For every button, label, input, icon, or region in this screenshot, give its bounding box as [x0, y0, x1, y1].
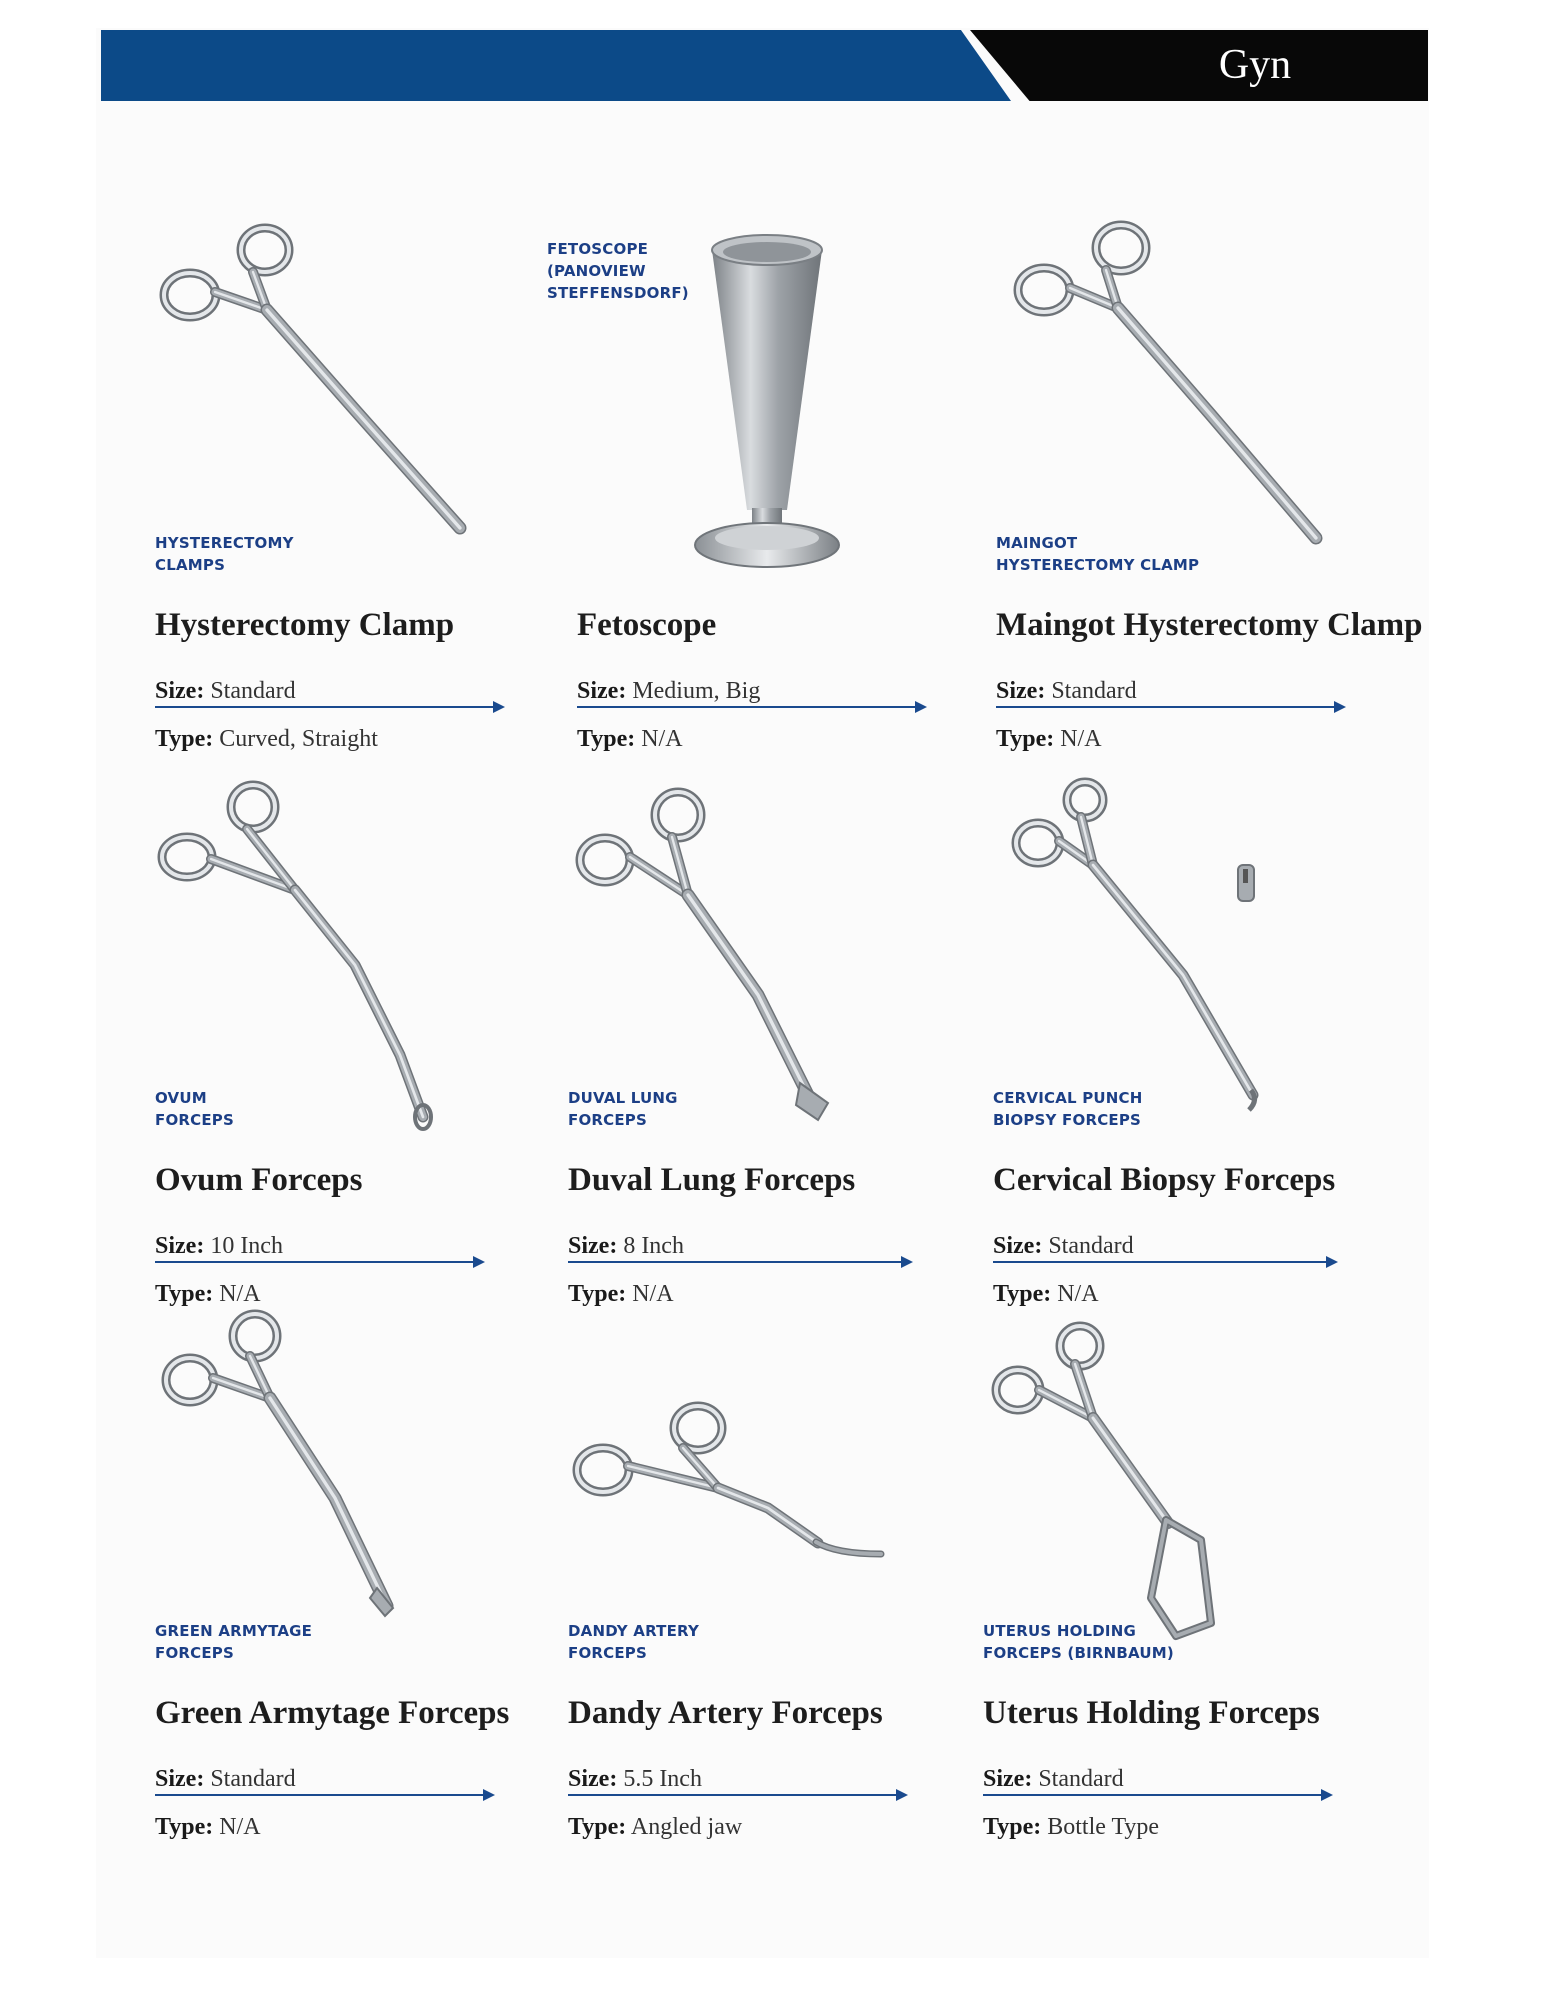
product-caption-line: FORCEPS	[568, 1111, 648, 1129]
product-caption-line: DANDY ARTERY	[568, 1622, 700, 1640]
category-title: Gyn	[1218, 42, 1292, 88]
divider-arrow	[568, 1255, 913, 1269]
size-value: Medium, Big	[632, 678, 761, 704]
product-caption-line: FETOSCOPE	[547, 240, 649, 258]
product-caption	[568, 1620, 699, 1664]
type-label: Type:	[568, 1814, 627, 1840]
product-card	[993, 765, 1413, 1325]
size-value: Standard	[210, 678, 296, 704]
size-value: Standard	[1038, 1766, 1124, 1792]
product-caption-line: MAINGOT	[996, 534, 1078, 552]
size-label: Size:	[568, 1766, 618, 1792]
product-card	[568, 1298, 988, 1858]
product-card	[983, 1298, 1403, 1858]
product-name: Uterus Holding Forceps	[983, 1695, 1320, 1731]
size-value: 5.5 Inch	[623, 1766, 702, 1792]
product-name: Ovum Forceps	[155, 1162, 363, 1198]
type-label: Type:	[568, 1281, 627, 1307]
divider-arrow	[983, 1788, 1333, 1802]
size-value: 10 Inch	[210, 1233, 283, 1259]
product-name: Cervical Biopsy Forceps	[993, 1162, 1336, 1198]
product-caption	[983, 1620, 1174, 1664]
product-caption-line: DUVAL LUNG	[568, 1089, 678, 1107]
product-caption-line: UTERUS HOLDING	[983, 1622, 1136, 1640]
product-caption-line: (PANOVIEW	[547, 262, 646, 280]
type-value: Curved, Straight	[219, 726, 378, 752]
header-banner-blue	[101, 30, 1011, 101]
type-value: Bottle Type	[1047, 1814, 1160, 1840]
product-caption	[996, 532, 1199, 576]
divider-arrow	[568, 1788, 908, 1802]
size-label: Size:	[993, 1233, 1043, 1259]
product-caption	[568, 1087, 678, 1131]
product-caption-line: CERVICAL PUNCH	[993, 1089, 1143, 1107]
size-label: Size:	[577, 678, 627, 704]
product-card	[155, 765, 575, 1325]
type-label: Type:	[996, 726, 1055, 752]
divider-arrow	[996, 700, 1346, 714]
product-type	[577, 726, 683, 753]
product-caption-line: STEFFENSDORF)	[547, 284, 689, 302]
product-caption-line: FORCEPS	[568, 1644, 648, 1662]
type-label: Type:	[983, 1814, 1042, 1840]
type-label: Type:	[155, 1281, 214, 1307]
size-label: Size:	[568, 1233, 618, 1259]
product-caption-line: GREEN ARMYTAGE	[155, 1622, 313, 1640]
type-label: Type:	[155, 1814, 214, 1840]
type-value: N/A	[1057, 1281, 1099, 1307]
product-card	[996, 210, 1423, 770]
product-type	[155, 726, 378, 753]
product-caption	[993, 1087, 1142, 1131]
product-card	[547, 210, 997, 770]
type-value: Angled jaw	[630, 1814, 743, 1840]
size-label: Size:	[155, 1766, 205, 1792]
type-value: N/A	[641, 726, 683, 752]
size-value: Standard	[1048, 1233, 1134, 1259]
product-caption-line: HYSTERECTOMY CLAMP	[996, 556, 1200, 574]
product-name: Dandy Artery Forceps	[568, 1695, 883, 1731]
product-caption-line: FORCEPS	[155, 1111, 235, 1129]
product-name: Maingot Hysterectomy Clamp	[996, 607, 1423, 643]
type-value: N/A	[219, 1281, 261, 1307]
product-card	[155, 1298, 575, 1858]
divider-arrow	[155, 1255, 485, 1269]
product-caption	[547, 238, 689, 304]
type-label: Type:	[577, 726, 636, 752]
product-caption	[155, 532, 294, 576]
size-label: Size:	[983, 1766, 1033, 1792]
product-type	[996, 726, 1102, 753]
product-caption-line: HYSTERECTOMY	[155, 534, 294, 552]
product-name: Fetoscope	[577, 607, 717, 643]
product-type	[155, 1814, 261, 1841]
product-card	[568, 765, 988, 1325]
divider-arrow	[993, 1255, 1338, 1269]
product-name: Hysterectomy Clamp	[155, 607, 455, 643]
type-label: Type:	[993, 1281, 1052, 1307]
type-value: N/A	[632, 1281, 674, 1307]
type-value: N/A	[1060, 726, 1102, 752]
divider-arrow	[155, 700, 505, 714]
product-caption-line: FORCEPS (BIRNBAUM)	[983, 1644, 1174, 1662]
size-label: Size:	[996, 678, 1046, 704]
product-caption-line: CLAMPS	[155, 556, 226, 574]
size-value: Standard	[1051, 678, 1137, 704]
divider-arrow	[155, 1788, 495, 1802]
product-type	[983, 1814, 1159, 1841]
divider-arrow	[577, 700, 927, 714]
type-label: Type:	[155, 726, 214, 752]
size-value: 8 Inch	[623, 1233, 684, 1259]
product-caption-line: OVUM	[155, 1089, 207, 1107]
size-label: Size:	[155, 1233, 205, 1259]
product-name: Green Armytage Forceps	[155, 1695, 510, 1731]
product-caption	[155, 1087, 234, 1131]
product-caption-line: BIOPSY FORCEPS	[993, 1111, 1142, 1129]
product-caption	[155, 1620, 312, 1664]
product-caption-line: FORCEPS	[155, 1644, 235, 1662]
size-label: Size:	[155, 678, 205, 704]
product-type	[568, 1814, 742, 1841]
product-name: Duval Lung Forceps	[568, 1162, 856, 1198]
product-card	[155, 210, 575, 770]
size-value: Standard	[210, 1766, 296, 1792]
type-value: N/A	[219, 1814, 261, 1840]
